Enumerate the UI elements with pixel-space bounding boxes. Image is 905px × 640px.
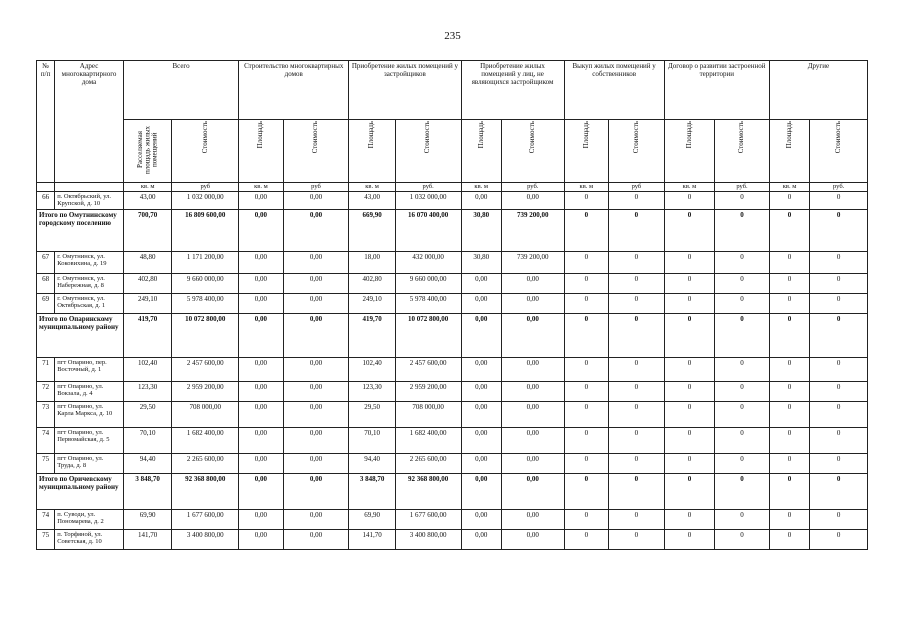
- cell-value: 0: [715, 192, 770, 210]
- cell-value: 0,00: [501, 357, 564, 381]
- table-row: [37, 273, 868, 293]
- table-row: [37, 509, 868, 529]
- total-row: [37, 313, 868, 357]
- cell-value: 739 200,00: [501, 209, 564, 251]
- cell-value: 0: [715, 453, 770, 473]
- row-number: 69: [37, 293, 55, 313]
- total-row: [37, 209, 868, 251]
- cell-value: 0: [664, 251, 715, 273]
- cell-value: 0: [715, 273, 770, 293]
- cell-value: 2 959 200,00: [172, 381, 239, 401]
- table-row: [37, 427, 868, 453]
- cell-value: 3 400 800,00: [395, 529, 461, 549]
- row-number: 74: [37, 509, 55, 529]
- cell-value: 94,40: [123, 453, 172, 473]
- cell-value: 92 368 800,00: [395, 473, 461, 509]
- cell-value: 69,90: [349, 509, 395, 529]
- row-number: 67: [37, 251, 55, 273]
- header-address: Адрес многоквартирного дома: [55, 61, 124, 183]
- cell-value: 0: [769, 529, 809, 549]
- row-address: п. Торфяной, ул. Советская, д. 10: [55, 529, 124, 549]
- cell-value: 0: [609, 381, 665, 401]
- row-number: 75: [37, 453, 55, 473]
- cell-value: 29,50: [349, 401, 395, 427]
- cell-value: 0: [715, 313, 770, 357]
- table-body: [37, 192, 868, 550]
- cell-value: 0,00: [461, 401, 501, 427]
- cell-value: 3 400 800,00: [172, 529, 239, 549]
- cell-value: 2 457 600,00: [395, 357, 461, 381]
- cell-value: 5 978 400,00: [395, 293, 461, 313]
- cell-value: 1 032 000,00: [172, 192, 239, 210]
- cell-value: 18,00: [349, 251, 395, 273]
- cell-value: 0,00: [239, 401, 283, 427]
- cell-value: 0,00: [501, 427, 564, 453]
- cell-value: 48,80: [123, 251, 172, 273]
- cell-value: 0,00: [283, 453, 349, 473]
- cell-value: 432 000,00: [395, 251, 461, 273]
- cell-value: 0,00: [283, 529, 349, 549]
- row-number: 66: [37, 192, 55, 210]
- unit-label: руб.: [810, 183, 868, 192]
- cell-value: 0: [715, 293, 770, 313]
- cell-value: 0: [609, 293, 665, 313]
- table-row: [37, 381, 868, 401]
- cell-value: 0: [564, 427, 608, 453]
- header-sub: Стоимость: [810, 120, 868, 183]
- row-address: г. Омутнинск, ул. Коковихина, д. 19: [55, 251, 124, 273]
- row-address: пгт Опарино, ул. Труда, д. 8: [55, 453, 124, 473]
- unit-label: кв. м: [349, 183, 395, 192]
- cell-value: 0,00: [283, 293, 349, 313]
- cell-value: 16 809 600,00: [172, 209, 239, 251]
- cell-value: 0: [609, 509, 665, 529]
- cell-value: 0,00: [239, 509, 283, 529]
- cell-value: 0,00: [461, 509, 501, 529]
- header-sub: Стоимость: [715, 120, 770, 183]
- unit-label: кв. м: [564, 183, 608, 192]
- unit-label: кв. м: [461, 183, 501, 192]
- cell-value: 0: [715, 427, 770, 453]
- units-blank: [55, 183, 124, 192]
- cell-value: 0: [664, 381, 715, 401]
- row-address: пгт Опарино, пер. Восточный, д. 1: [55, 357, 124, 381]
- cell-value: 0,00: [501, 509, 564, 529]
- header-group: Строительство многоквартирных домов: [239, 61, 349, 120]
- row-number: 72: [37, 381, 55, 401]
- cell-value: 0,00: [239, 381, 283, 401]
- cell-value: 1 677 600,00: [395, 509, 461, 529]
- cell-value: 0: [664, 293, 715, 313]
- cell-value: 0: [664, 453, 715, 473]
- row-address: пгт Опарино, ул. Первомайская, д. 5: [55, 427, 124, 453]
- unit-label: руб: [172, 183, 239, 192]
- cell-value: 94,40: [349, 453, 395, 473]
- cell-value: 0,00: [461, 357, 501, 381]
- cell-value: 0,00: [239, 473, 283, 509]
- cell-value: 0,00: [239, 529, 283, 549]
- cell-value: 0: [810, 251, 868, 273]
- cell-value: 2 265 600,00: [172, 453, 239, 473]
- cell-value: 0,00: [501, 192, 564, 210]
- cell-value: 0: [715, 529, 770, 549]
- cell-value: 0: [664, 273, 715, 293]
- header-group: Всего: [123, 61, 238, 120]
- cell-value: 0: [715, 251, 770, 273]
- header-group: Приобретение жилых помещений у застройщиков: [349, 61, 461, 120]
- units-row: [37, 183, 868, 192]
- cell-value: 0: [769, 251, 809, 273]
- row-address: г. Омутнинск, ул. Октябрьская, д. 1: [55, 293, 124, 313]
- cell-value: 70,10: [349, 427, 395, 453]
- cell-value: 402,80: [349, 273, 395, 293]
- cell-value: 0: [664, 209, 715, 251]
- cell-value: 0: [810, 273, 868, 293]
- header-group: Другие: [769, 61, 867, 120]
- cell-value: 0,00: [501, 381, 564, 401]
- header-sub-row: [37, 120, 868, 183]
- cell-value: 9 660 000,00: [172, 273, 239, 293]
- resettlement-table: [36, 60, 868, 550]
- cell-value: 0,00: [239, 313, 283, 357]
- cell-value: 16 070 400,00: [395, 209, 461, 251]
- cell-value: 0: [564, 381, 608, 401]
- cell-value: 0: [769, 401, 809, 427]
- cell-value: 0,00: [239, 273, 283, 293]
- cell-value: 123,30: [123, 381, 172, 401]
- header-sub: Расселяемая площадь жилых помещений: [123, 120, 172, 183]
- header-sub: Площадь: [769, 120, 809, 183]
- unit-label: кв. м: [769, 183, 809, 192]
- cell-value: 0: [664, 509, 715, 529]
- cell-value: 43,00: [123, 192, 172, 210]
- header-sub: Площадь: [239, 120, 283, 183]
- unit-label: кв. м: [239, 183, 283, 192]
- cell-value: 0: [564, 453, 608, 473]
- cell-value: 0,00: [461, 293, 501, 313]
- cell-value: 0,00: [501, 453, 564, 473]
- cell-value: 0,00: [283, 357, 349, 381]
- cell-value: 0: [609, 453, 665, 473]
- cell-value: 0,00: [239, 293, 283, 313]
- table-row: [37, 401, 868, 427]
- cell-value: 0: [810, 381, 868, 401]
- cell-value: 0: [715, 473, 770, 509]
- cell-value: 0: [564, 401, 608, 427]
- cell-value: 0,00: [283, 192, 349, 210]
- units-blank: [37, 183, 55, 192]
- cell-value: 0,00: [239, 251, 283, 273]
- unit-label: руб.: [395, 183, 461, 192]
- cell-value: 0,00: [239, 453, 283, 473]
- total-row: [37, 473, 868, 509]
- cell-value: 3 848,70: [349, 473, 395, 509]
- cell-value: 0: [810, 357, 868, 381]
- cell-value: 0: [810, 473, 868, 509]
- cell-value: 0: [564, 357, 608, 381]
- cell-value: 70,10: [123, 427, 172, 453]
- cell-value: 0: [769, 293, 809, 313]
- cell-value: 141,70: [349, 529, 395, 549]
- cell-value: 0,00: [283, 273, 349, 293]
- cell-value: 708 000,00: [395, 401, 461, 427]
- cell-value: 0: [609, 251, 665, 273]
- cell-value: 0: [664, 357, 715, 381]
- cell-value: 0,00: [239, 192, 283, 210]
- unit-label: руб.: [501, 183, 564, 192]
- cell-value: 0: [769, 273, 809, 293]
- cell-value: 0: [664, 192, 715, 210]
- cell-value: 0,00: [239, 427, 283, 453]
- cell-value: 0: [810, 509, 868, 529]
- cell-value: 9 660 000,00: [395, 273, 461, 293]
- cell-value: 10 072 800,00: [172, 313, 239, 357]
- header-sub: Площадь: [564, 120, 608, 183]
- cell-value: 0: [715, 209, 770, 251]
- cell-value: 0: [715, 381, 770, 401]
- cell-value: 2 265 600,00: [395, 453, 461, 473]
- header-sub: Стоимость: [172, 120, 239, 183]
- cell-value: 69,90: [123, 509, 172, 529]
- cell-value: 0: [609, 357, 665, 381]
- cell-value: 0: [664, 313, 715, 357]
- cell-value: 249,10: [349, 293, 395, 313]
- row-address: пгт Опарино, ул. Вокзала, д. 4: [55, 381, 124, 401]
- cell-value: 0,00: [461, 273, 501, 293]
- total-label: Итого по Омутнинскому городскому поселению: [37, 209, 124, 251]
- cell-value: 0,00: [461, 381, 501, 401]
- cell-value: 0: [664, 401, 715, 427]
- unit-label: кв. м: [123, 183, 172, 192]
- cell-value: 102,40: [349, 357, 395, 381]
- cell-value: 0: [810, 427, 868, 453]
- cell-value: 0: [564, 273, 608, 293]
- header-group-row: [37, 61, 868, 120]
- cell-value: 419,70: [349, 313, 395, 357]
- table-row: [37, 293, 868, 313]
- table-row: [37, 357, 868, 381]
- header-sub: Стоимость: [283, 120, 349, 183]
- unit-label: руб: [283, 183, 349, 192]
- cell-value: 0: [609, 529, 665, 549]
- cell-value: 249,10: [123, 293, 172, 313]
- cell-value: 0: [769, 357, 809, 381]
- cell-value: 123,30: [349, 381, 395, 401]
- cell-value: 0,00: [239, 357, 283, 381]
- cell-value: 0: [769, 381, 809, 401]
- cell-value: 1 677 600,00: [172, 509, 239, 529]
- cell-value: 0: [564, 293, 608, 313]
- cell-value: 0: [564, 473, 608, 509]
- cell-value: 0: [609, 473, 665, 509]
- cell-value: 0,00: [283, 313, 349, 357]
- row-address: п. Октябрьский, ул. Крупской, д. 10: [55, 192, 124, 210]
- cell-value: 43,00: [349, 192, 395, 210]
- header-sub: Площадь: [461, 120, 501, 183]
- header-group: Приобретение жилых помещений у лиц, не являющихся застройщиком: [461, 61, 564, 120]
- cell-value: 0: [810, 453, 868, 473]
- row-number: 71: [37, 357, 55, 381]
- row-address: пгт Опарино, ул. Карла Маркса, д. 10: [55, 401, 124, 427]
- cell-value: 3 848,70: [123, 473, 172, 509]
- cell-value: 0: [564, 313, 608, 357]
- cell-value: 0,00: [283, 251, 349, 273]
- cell-value: 708 000,00: [172, 401, 239, 427]
- cell-value: 0,00: [501, 529, 564, 549]
- header-sub: Стоимость: [501, 120, 564, 183]
- cell-value: 0: [715, 509, 770, 529]
- cell-value: 0: [664, 529, 715, 549]
- cell-value: 0,00: [283, 427, 349, 453]
- cell-value: 0: [564, 251, 608, 273]
- cell-value: 92 368 800,00: [172, 473, 239, 509]
- cell-value: 700,70: [123, 209, 172, 251]
- table-row: [37, 251, 868, 273]
- cell-value: 0,00: [461, 473, 501, 509]
- table-row: [37, 453, 868, 473]
- cell-value: 0: [769, 209, 809, 251]
- cell-value: 402,80: [123, 273, 172, 293]
- cell-value: 0: [769, 509, 809, 529]
- row-number: 73: [37, 401, 55, 427]
- cell-value: 0: [609, 273, 665, 293]
- header-group: Выкуп жилых помещений у собственников: [564, 61, 664, 120]
- cell-value: 0: [564, 209, 608, 251]
- cell-value: 0: [564, 509, 608, 529]
- header-num: № п/п: [37, 61, 55, 183]
- cell-value: 102,40: [123, 357, 172, 381]
- cell-value: 0,00: [283, 401, 349, 427]
- cell-value: 0: [609, 401, 665, 427]
- cell-value: 1 682 400,00: [172, 427, 239, 453]
- cell-value: 0: [810, 192, 868, 210]
- header-sub: Площадь: [349, 120, 395, 183]
- header-sub: Стоимость: [395, 120, 461, 183]
- cell-value: 0,00: [501, 313, 564, 357]
- unit-label: руб: [609, 183, 665, 192]
- total-label: Итого по Опаринскому муниципальному району: [37, 313, 124, 357]
- cell-value: 10 072 800,00: [395, 313, 461, 357]
- cell-value: 0: [564, 529, 608, 549]
- cell-value: 0: [715, 401, 770, 427]
- cell-value: 0: [609, 192, 665, 210]
- cell-value: 0,00: [461, 427, 501, 453]
- cell-value: 1 171 200,00: [172, 251, 239, 273]
- row-address: г. Омутнинск, ул. Набережная, д. 8: [55, 273, 124, 293]
- cell-value: 5 978 400,00: [172, 293, 239, 313]
- total-label: Итого по Оричевскому муниципальному району: [37, 473, 124, 509]
- header-group: Договор о развитии застроенной территории: [664, 61, 769, 120]
- cell-value: 2 457 600,00: [172, 357, 239, 381]
- cell-value: 29,50: [123, 401, 172, 427]
- cell-value: 0: [810, 313, 868, 357]
- cell-value: 2 959 200,00: [395, 381, 461, 401]
- cell-value: 0,00: [239, 209, 283, 251]
- cell-value: 0,00: [461, 529, 501, 549]
- cell-value: 0,00: [461, 453, 501, 473]
- cell-value: 0: [715, 357, 770, 381]
- cell-value: 0: [810, 209, 868, 251]
- cell-value: 0,00: [501, 401, 564, 427]
- row-number: 68: [37, 273, 55, 293]
- cell-value: 739 200,00: [501, 251, 564, 273]
- cell-value: 30,80: [461, 251, 501, 273]
- cell-value: 0: [769, 192, 809, 210]
- cell-value: 0,00: [283, 473, 349, 509]
- cell-value: 0: [609, 313, 665, 357]
- header-sub: Стоимость: [609, 120, 665, 183]
- cell-value: 1 682 400,00: [395, 427, 461, 453]
- cell-value: 0,00: [283, 509, 349, 529]
- cell-value: 419,70: [123, 313, 172, 357]
- cell-value: 141,70: [123, 529, 172, 549]
- cell-value: 0: [810, 293, 868, 313]
- row-address: п. Суводи, ул. Пономарева, д. 2: [55, 509, 124, 529]
- cell-value: 0: [609, 427, 665, 453]
- cell-value: 0: [810, 401, 868, 427]
- cell-value: 0: [564, 192, 608, 210]
- cell-value: 0,00: [283, 209, 349, 251]
- cell-value: 0,00: [461, 313, 501, 357]
- cell-value: 30,80: [461, 209, 501, 251]
- cell-value: 0: [810, 529, 868, 549]
- row-number: 74: [37, 427, 55, 453]
- table-row: [37, 192, 868, 210]
- cell-value: 0: [664, 427, 715, 453]
- unit-label: руб.: [715, 183, 770, 192]
- cell-value: 0,00: [501, 273, 564, 293]
- cell-value: 0: [664, 473, 715, 509]
- cell-value: 1 032 000,00: [395, 192, 461, 210]
- header-sub: Площадь: [664, 120, 715, 183]
- cell-value: 0,00: [501, 293, 564, 313]
- table-row: [37, 529, 868, 549]
- cell-value: 0: [609, 209, 665, 251]
- cell-value: 0,00: [283, 381, 349, 401]
- unit-label: кв. м: [664, 183, 715, 192]
- cell-value: 0,00: [501, 473, 564, 509]
- cell-value: 0: [769, 453, 809, 473]
- cell-value: 0: [769, 313, 809, 357]
- row-number: 75: [37, 529, 55, 549]
- cell-value: 0: [769, 473, 809, 509]
- cell-value: 0: [769, 427, 809, 453]
- cell-value: 0,00: [461, 192, 501, 210]
- cell-value: 669,90: [349, 209, 395, 251]
- page-number: 235: [444, 30, 461, 42]
